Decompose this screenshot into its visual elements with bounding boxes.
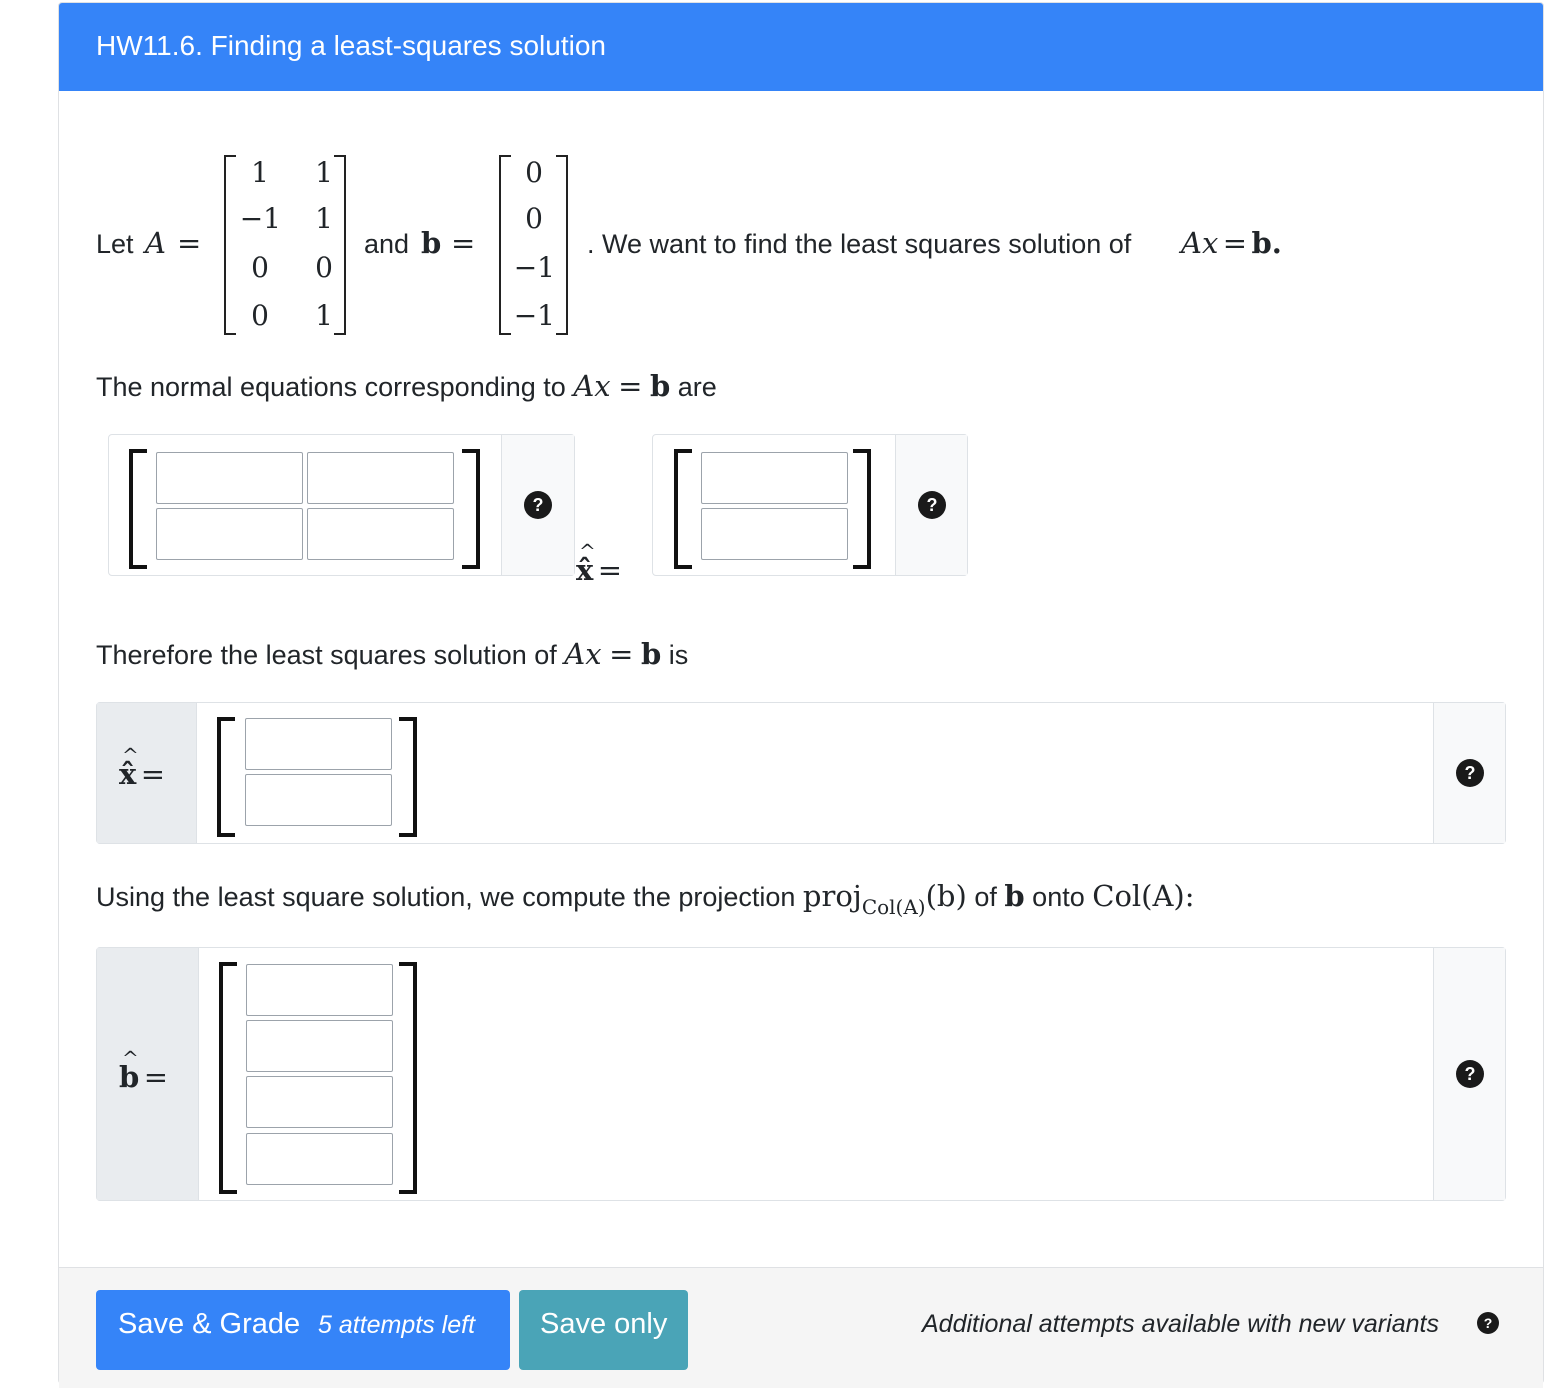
Ax-term: Ax [564,637,602,671]
matrix-entry-input[interactable] [156,452,303,504]
help-addon [501,435,574,575]
Ax-term: Ax [573,369,611,403]
xhat-symbol: ^ x̂ [576,553,593,587]
matrix-A-cell: 0 [315,251,333,284]
matrix-A-cell: 1 [251,156,269,189]
equals-sign: = [451,226,476,260]
bhat-entry-input[interactable] [246,1020,393,1072]
matrix-entry-input[interactable] [307,508,454,560]
card-footer [59,1267,1543,1388]
vector-entry-input[interactable] [701,452,848,504]
equals-sign: = [1222,226,1248,260]
bhat-input-group [96,947,1506,1201]
save-grade-button[interactable] [96,1290,510,1370]
xhat-entry-input[interactable] [245,718,392,770]
bhat-equals [119,1060,168,1094]
xhat-label-addon [97,703,197,843]
vector-left-bracket [217,717,235,837]
xhat-input-group [96,702,1506,844]
matrix-A-cell: 1 [315,202,333,235]
prompt-text: The normal equations corresponding to [96,372,566,402]
matrix-A-cell: −1 [239,202,281,235]
bhat-symbol: ^ b [119,1060,139,1094]
prompt-text: is [668,640,689,670]
b-term: b [640,637,662,671]
let-text: Let [96,229,134,259]
equals-sign: = [140,757,166,791]
b-term: b. [1251,226,1282,260]
proj-subscript: Col(A) [861,895,926,919]
vector-b-cell: 0 [525,202,543,235]
vector-b-cell: −1 [513,299,555,332]
save-only-label: Save only [540,1308,668,1340]
matrix-A-symbol: A [145,226,166,260]
bhat-entry-input[interactable] [246,964,393,1016]
vector-right-bracket [853,449,871,569]
matrix-A-cell: 0 [251,251,269,284]
bhat-label-addon [97,948,199,1200]
col-space-term: Col(A): [1092,879,1195,913]
equals-sign: = [143,1060,169,1094]
help-addon [895,435,967,575]
vector-b-cell: 0 [525,156,543,189]
b-term: b [1004,879,1025,913]
bhat-entry-input[interactable] [246,1076,393,1128]
vector-left-bracket [674,449,692,569]
matrix-entry-input[interactable] [156,508,303,560]
statement-text: . We want to find the least squares solution of [587,229,1132,259]
equals-sign: = [177,226,202,260]
help-icon[interactable]: ? [1456,759,1484,787]
vector-right-bracket [399,962,417,1194]
vector-b-cell: −1 [513,251,555,284]
vector-b-symbol: b [421,226,442,260]
matrix-entry-input[interactable] [307,452,454,504]
matrix-left-bracket [129,449,147,569]
prompt-text: Therefore the least squares solution of [96,640,557,670]
bhat-entry-input[interactable] [246,1133,393,1185]
question-title: HW11.6. Finding a least-squares solution [96,30,606,61]
help-icon[interactable]: ? [918,491,946,519]
matrix-right-bracket [462,449,480,569]
prompt-text: of [974,882,997,912]
additional-attempts-text: Additional attempts available with new variants [922,1310,1439,1338]
matrix-A-cell: 1 [315,156,333,189]
xhat-equals [576,553,622,587]
help-addon [1433,948,1505,1200]
question-card [58,2,1544,1384]
save-grade-label: Save & Grade [118,1308,301,1340]
Ax-term: Ax [1181,226,1219,260]
vector-entry-input[interactable] [701,508,848,560]
vector-right-bracket [399,717,417,837]
xhat-symbol: ^ x̂ [119,757,136,791]
normal-matrix-input-group [108,434,575,576]
xhat-entry-input[interactable] [245,774,392,826]
help-addon [1433,703,1505,843]
matrix-A-cell: 0 [251,299,269,332]
help-icon[interactable]: ? [1456,1060,1484,1088]
xhat-equals [119,757,165,791]
help-icon[interactable]: ? [524,491,552,519]
equals-sign: = [618,369,643,403]
prompt-text: are [677,372,717,402]
matrix-right-bracket [334,155,346,335]
vector-right-bracket [556,155,568,335]
normal-vector-input-group [652,434,968,576]
proj-argument: (b) [925,879,967,913]
proj-operator: proj [802,879,862,913]
card-header [59,3,1543,91]
prompt-text: Using the least square solution, we compute the projection [96,882,796,912]
equation-Ax-b [1181,226,1282,260]
equals-sign: = [597,553,623,587]
and-text: and [364,229,410,259]
vector-left-bracket [219,962,237,1194]
attempts-left-label: 5 attempts left [318,1311,476,1339]
equals-sign: = [609,637,634,671]
b-term: b [649,369,671,403]
matrix-A-cell: 1 [315,299,333,332]
help-icon[interactable]: ? [1477,1312,1499,1334]
normal-equations-prompt [96,369,717,403]
solution-prompt [96,637,688,671]
save-only-button[interactable] [519,1290,688,1370]
projection-prompt [96,879,1195,919]
prompt-text: onto [1032,882,1085,912]
